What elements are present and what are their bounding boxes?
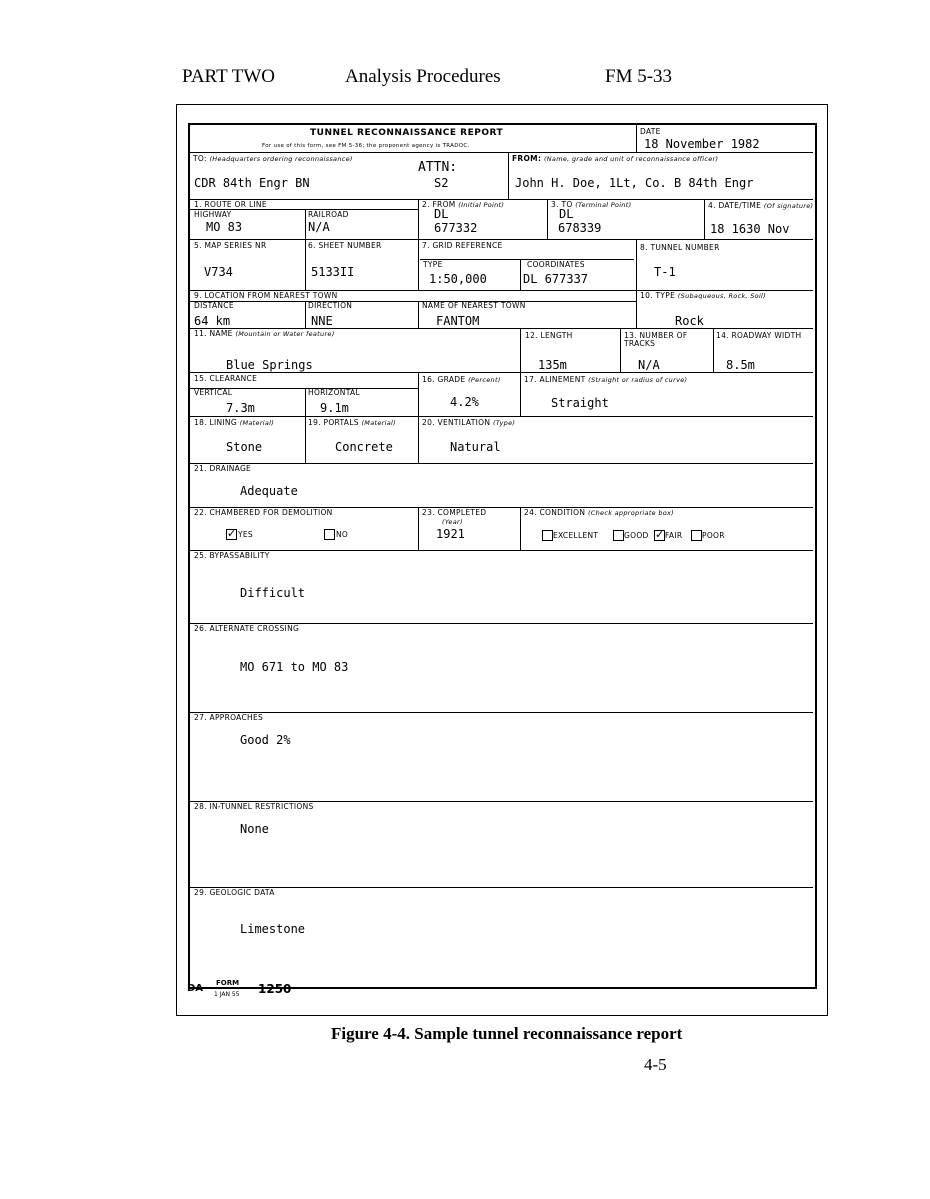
grid-coordinates-label: COORDINATES	[527, 260, 585, 269]
portals-value: Concrete	[335, 440, 393, 454]
lining-value: Stone	[226, 440, 263, 454]
grid-coordinates-value: DL 677337	[523, 272, 589, 286]
distance-label: DISTANCE	[194, 301, 234, 310]
sheet-number-label: 6. SHEET NUMBER	[308, 241, 382, 250]
grade-value: 4.2%	[450, 395, 479, 409]
nearest-town-label: NAME OF NEAREST TOWN	[422, 301, 526, 310]
bypassability-value: Difficult	[240, 586, 306, 600]
date-label: DATE	[640, 127, 661, 136]
route-label: 1. ROUTE OR LINE	[194, 200, 267, 209]
vertical-label: VERTICAL	[194, 388, 233, 397]
chambered-no-checkbox[interactable]	[324, 529, 335, 540]
to-label: TO: (Headquarters ordering reconnaissance)	[193, 154, 353, 163]
tunnel-report-form	[188, 123, 817, 989]
form-subtitle: For use of this form, see FM 5-36; the proponent agency is TRADOC.	[262, 143, 470, 149]
nearest-town-value: FANTOM	[436, 314, 480, 328]
condition-excellent-checkbox[interactable]	[542, 530, 553, 541]
drainage-value: Adequate	[240, 484, 298, 498]
attn-value: S2	[434, 176, 449, 190]
datetime-label: 4. DATE/TIME (Of signature)	[708, 201, 814, 210]
completed-value: 1921	[436, 527, 465, 541]
length-label: 12. LENGTH	[525, 331, 573, 340]
figure-caption: Figure 4-4. Sample tunnel reconnaissance report	[331, 1024, 683, 1043]
name-label: 11. NAME (Mountain or Water feature)	[194, 329, 335, 338]
restrictions-value: None	[240, 822, 269, 836]
chambered-no-label: NO	[336, 530, 349, 539]
form-id-edition: 1 JAN 55	[214, 991, 240, 998]
form-id-prefix: DA	[187, 983, 204, 994]
map-series-label: 5. MAP SERIES NR	[194, 241, 267, 250]
date-value: 18 November 1982	[644, 137, 760, 151]
tracks-value: N/A	[638, 358, 660, 372]
grade-label: 16. GRADE (Percent)	[422, 375, 501, 384]
distance-value: 64 km	[194, 314, 231, 328]
condition-poor-label: POOR	[702, 531, 725, 540]
from-point-label: 2. FROM (Initial Point)	[422, 200, 505, 209]
lining-label: 18. LINING (Material)	[194, 418, 275, 427]
drainage-label: 21. DRAINAGE	[194, 464, 252, 473]
map-series-value: V734	[204, 265, 233, 279]
condition-label: 24. CONDITION (Check appropriate box)	[524, 508, 675, 517]
form-id-form: FORM	[216, 979, 240, 987]
tunnel-type-label: 10. TYPE (Subaqueous, Rock, Soil)	[640, 291, 766, 300]
to-value: CDR 84th Engr BN	[194, 176, 310, 190]
condition-excellent-label: EXCELLENT	[553, 531, 599, 540]
roadway-width-value: 8.5m	[726, 358, 755, 372]
tunnel-type-value: Rock	[675, 314, 704, 328]
to-point-label: 3. TO (Terminal Point)	[551, 200, 632, 209]
highway-value: MO 83	[206, 220, 243, 234]
grid-reference-label: 7. GRID REFERENCE	[422, 241, 503, 250]
to-point-value: 678339	[558, 221, 602, 235]
chambered-label: 22. CHAMBERED FOR DEMOLITION	[194, 508, 333, 517]
chambered-yes-checkbox[interactable]	[226, 529, 237, 540]
from-value: John H. Doe, 1Lt, Co. B 84th Engr	[515, 176, 754, 190]
direction-label: DIRECTION	[308, 301, 353, 310]
approaches-value: Good 2%	[240, 733, 291, 747]
location-label: 9. LOCATION FROM NEAREST TOWN	[194, 291, 338, 300]
ventilation-value: Natural	[450, 440, 501, 454]
direction-value: NNE	[311, 314, 333, 328]
sheet-number-value: 5133II	[311, 265, 355, 279]
attn-label: ATTN:	[418, 160, 458, 175]
horizontal-value: 9.1m	[320, 401, 349, 415]
condition-poor-checkbox[interactable]	[691, 530, 702, 541]
alternate-crossing-value: MO 671 to MO 83	[240, 660, 349, 674]
tunnel-number-label: 8. TUNNEL NUMBER	[640, 243, 720, 252]
alinement-label: 17. ALINEMENT (Straight or radius of curve)	[524, 375, 688, 384]
clearance-label: 15. CLEARANCE	[194, 374, 258, 383]
grid-type-label: TYPE	[423, 260, 443, 269]
form-id-number: 1250	[258, 982, 292, 996]
from-label: FROM: (Name, grade and unit of reconnaissance officer)	[512, 154, 719, 163]
to-point-prefix: DL	[559, 207, 574, 221]
condition-fair-checkbox[interactable]	[654, 530, 665, 541]
restrictions-label: 28. IN-TUNNEL RESTRICTIONS	[194, 802, 314, 811]
portals-label: 19. PORTALS (Material)	[308, 418, 396, 427]
length-value: 135m	[538, 358, 567, 372]
railroad-value: N/A	[308, 220, 330, 234]
alinement-value: Straight	[551, 396, 609, 410]
completed-note: (Year)	[442, 518, 463, 526]
bypassability-label: 25. BYPASSABILITY	[194, 551, 270, 560]
geologic-label: 29. GEOLOGIC DATA	[194, 888, 275, 897]
tunnel-number-value: T-1	[654, 265, 676, 279]
header-manual: FM 5-33	[605, 66, 673, 87]
page-number: 4-5	[644, 1055, 667, 1074]
ventilation-label: 20. VENTILATION (Type)	[422, 418, 516, 427]
highway-label: HIGHWAY	[194, 210, 232, 219]
form-title: TUNNEL RECONNAISSANCE REPORT	[310, 128, 504, 138]
alternate-crossing-label: 26. ALTERNATE CROSSING	[194, 624, 300, 633]
from-point-prefix: DL	[434, 207, 449, 221]
condition-good-checkbox[interactable]	[613, 530, 624, 541]
geologic-value: Limestone	[240, 922, 306, 936]
approaches-label: 27. APPROACHES	[194, 713, 264, 722]
condition-fair-label: FAIR	[665, 531, 683, 540]
datetime-value: 18 1630 Nov	[710, 222, 790, 236]
completed-label: 23. COMPLETED	[422, 508, 487, 517]
header-section: Analysis Procedures	[345, 66, 501, 87]
vertical-value: 7.3m	[226, 401, 255, 415]
condition-good-label: GOOD	[624, 531, 649, 540]
chambered-yes-label: YES	[238, 530, 253, 539]
from-point-value: 677332	[434, 221, 478, 235]
railroad-label: RAILROAD	[308, 210, 349, 219]
roadway-width-label: 14. ROADWAY WIDTH	[716, 331, 802, 340]
name-value: Blue Springs	[226, 358, 313, 372]
tracks-label: 13. NUMBER OF TRACKS	[624, 331, 688, 348]
header-part: PART TWO	[182, 66, 276, 87]
horizontal-label: HORIZONTAL	[308, 388, 360, 397]
grid-type-value: 1:50,000	[429, 272, 487, 286]
